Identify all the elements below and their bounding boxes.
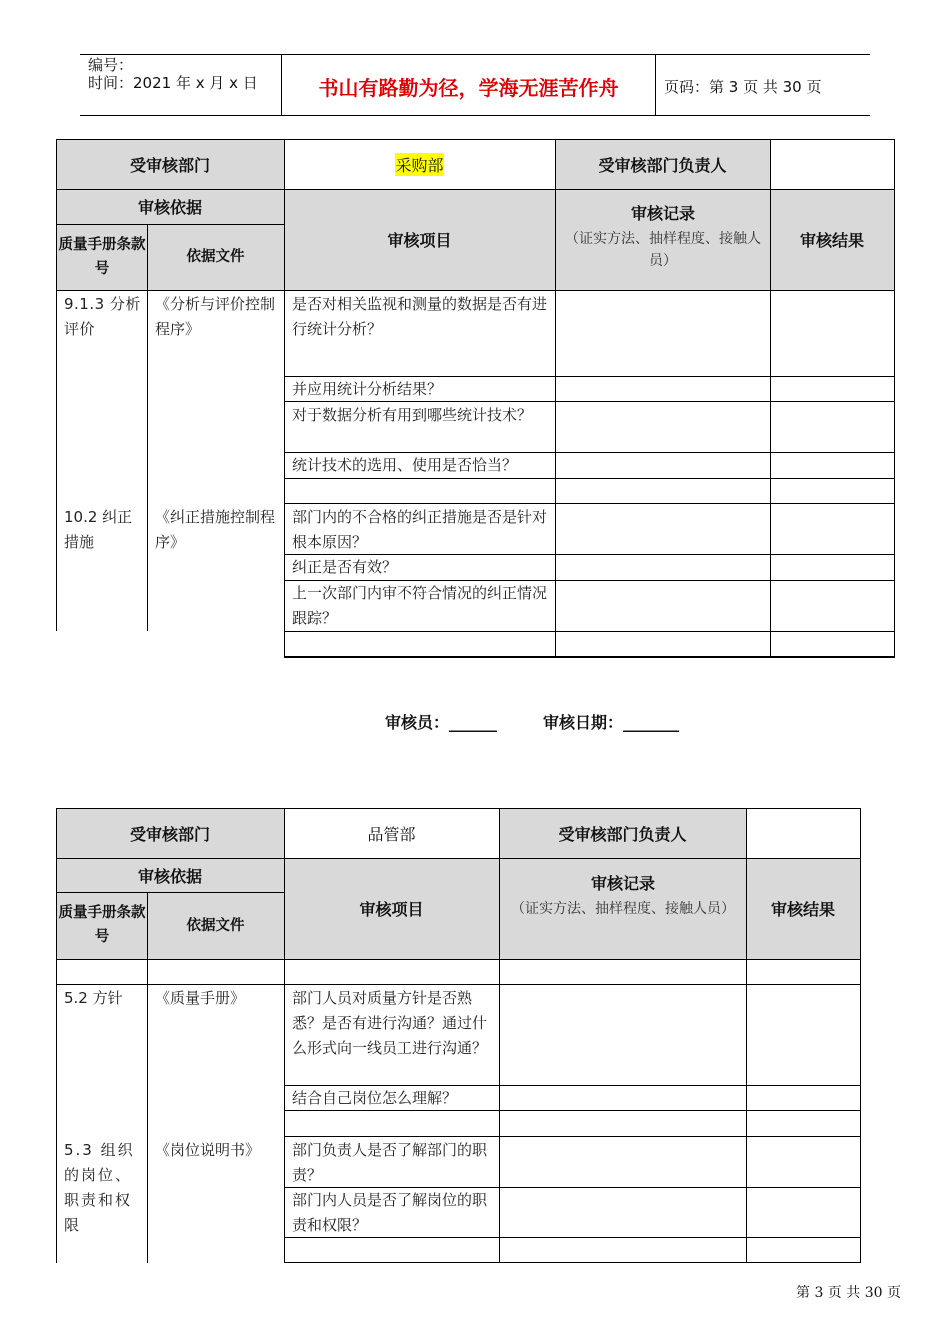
audit-item: 部门内的不合格的纠正措施是否是针对根本原因？ [292,508,548,551]
audit-record-label: 审核记录 [590,874,655,893]
department-head-value [770,139,894,189]
audit-record-label: 审核记录 [630,204,695,223]
page-counter: 页码：第 3 页 共 30 页 [664,78,822,96]
audited-department-label: 受审核部门 [129,155,210,175]
audit-item: 纠正是否有效？ [292,558,398,576]
doc-corrective-action-procedure: 《纠正措施控制程序》 [155,508,276,551]
audit-item: 是否对相关监视和测量的数据是否有进行统计分析？ [292,295,548,338]
audit-item: 部门内人员是否了解岗位的职责和权限？ [292,1191,488,1234]
header-divider [655,54,656,116]
audit-item: 上一次部门内审不符合情况的纠正情况跟踪？ [292,584,548,627]
clause-organization-roles: 5.3 组织的岗位、职责和权限 [64,1141,135,1234]
audit-result-label: 审核结果 [799,231,864,250]
audited-department-value: 采购部 [284,139,555,189]
audit-result-label: 审核结果 [770,900,835,919]
audit-item: 对于数据分析有用到哪些统计技术？ [292,406,533,424]
department-head-label: 受审核部门负责人 [558,824,687,844]
manual-clause-label: 质量手册条款号 [58,904,146,945]
audit-item: 并应用统计分析结果？ [292,380,443,398]
audit-items-label: 审核项目 [387,231,452,250]
audit-date-signature: 审核日期：_______ [543,713,680,732]
motto-title: 书山有路勤为径，学海无涯苦作舟 [318,76,619,100]
audited-department-label: 受审核部门 [129,824,210,844]
audited-department-value: 品管部 [367,824,416,844]
audit-basis-label: 审核依据 [137,198,202,217]
audit-basis-label: 审核依据 [137,866,202,886]
document-number-label: 编号： [88,56,134,74]
header-top-rule [80,54,870,55]
department-head-label: 受审核部门负责人 [598,155,727,175]
audit-record-header [503,870,743,920]
audit-item: 部门负责人是否了解部门的职责？ [292,1141,488,1184]
doc-job-description: 《岗位说明书》 [155,1141,261,1159]
basis-document-label: 依据文件 [186,248,245,265]
audit-record-note: （证实方法、抽样程度、接触人员） [565,231,761,269]
department-head-value [746,808,860,858]
document-date-label: 时间：2021 年 x 月 x 日 [88,74,258,92]
header-bottom-rule [80,115,870,116]
audit-item: 统计技术的选用、使用是否恰当？ [292,456,518,474]
clause-corrective-action: 10.2 纠正措施 [64,508,133,551]
page-footer: 第 3 页 共 30 页 [796,1285,901,1301]
basis-document-label: 依据文件 [186,916,245,934]
doc-quality-manual: 《质量手册》 [155,989,246,1007]
audit-item: 部门人员对质量方针是否熟悉？是否有进行沟通？通过什么形式向一线员工进行沟通？ [292,989,488,1057]
clause-policy: 5.2 方针 [64,989,123,1007]
doc-analysis-evaluation-procedure: 《分析与评价控制程序》 [155,295,276,338]
audit-record-header [557,200,769,272]
auditor-signature: 审核员：______ [385,713,498,732]
audit-item: 结合自己岗位怎么理解？ [292,1089,458,1107]
manual-clause-label: 质量手册条款号 [58,236,146,277]
audit-items-label: 审核项目 [359,900,424,919]
clause-analysis-evaluation: 9.1.3 分析评价 [64,295,141,338]
audit-record-note: （证实方法、抽样程度、接触人员） [511,901,735,917]
